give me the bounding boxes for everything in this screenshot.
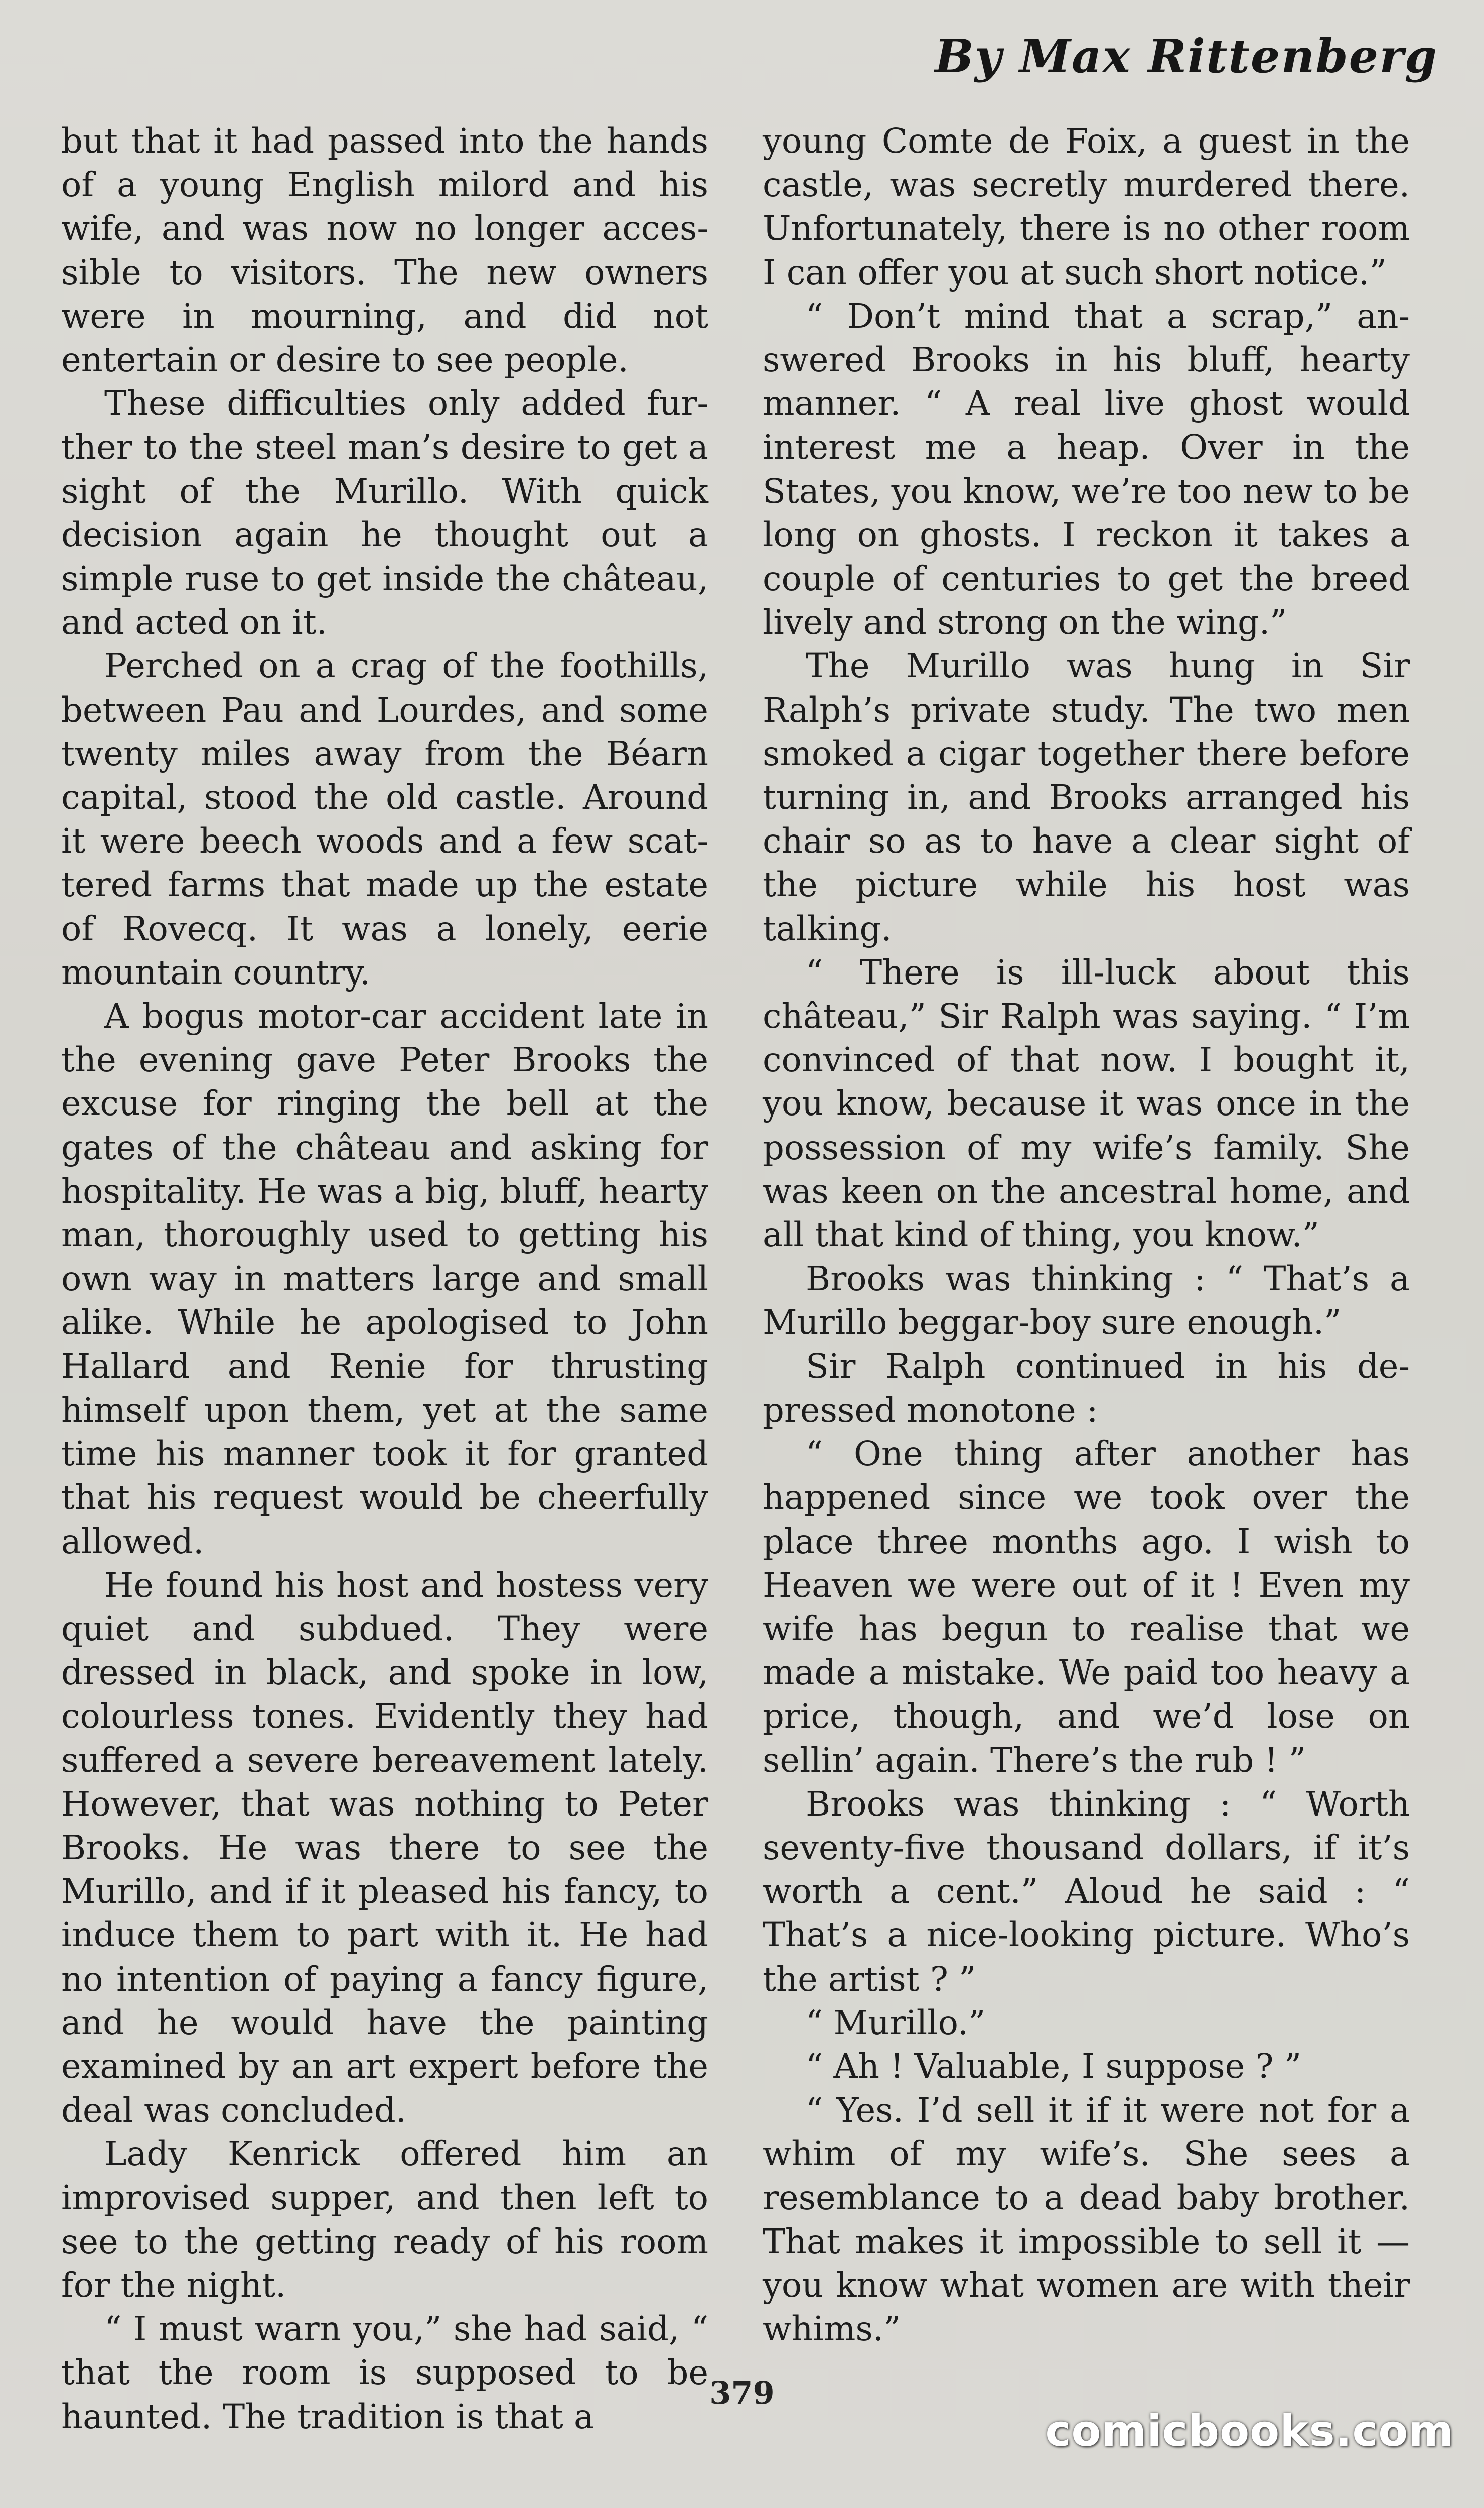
author-byline: By Max Rittenberg xyxy=(934,29,1438,83)
paragraph: Brooks was thinking : “ That’s a Murillo beggar-boy sure enough.” xyxy=(763,1259,1410,1342)
paragraph: A bogus motor-car accident late in the evening gave Peter Brooks the excuse for ringing the bell at the gates of the château and asking for hospitality. He was a big, bluff, hearty man, thoroughly used to getting his own way in matters large and small alike. While he apologised to John Hallard and Renie for thrusting himself upon them, yet at the same time his manner took it for granted that his request would be cheerfully allowed. xyxy=(61,997,708,1561)
paragraph: “ Don’t mind that a scrap,” answered Brooks in his bluff, hearty manner. “ A real live ghost would interest me a heap. Over in the States, you know, we’re too new to be long on ghosts. I reckon it takes a couple of centuries to get the breed lively and strong on the wing.” xyxy=(763,296,1410,642)
paragraph: “ Murillo.” xyxy=(806,2003,986,2042)
left-column xyxy=(61,119,708,2439)
paragraph: but that it had passed into the hands of a young English milord and his wife, and was now no longer accessible to visitors. The new owners were in mourning, and did not entertain or desire to see people. xyxy=(61,121,708,380)
paragraph: “ Yes. I’d sell it if it were not for a whim of my wife’s. She sees a resemblance to a dead baby brother. That makes it impossible to sell it —you know what women are with their whims.” xyxy=(763,2091,1410,2349)
paragraph: The Murillo was hung in Sir Ralph’s private study. The two men smoked a cigar together there before turning in, and Brooks arranged his chair so as to have a clear sight of the picture while his host was talking. xyxy=(763,646,1410,948)
paragraph: “ There is ill-luck about this château,” Sir Ralph was saying. “ I’m convinced of that now. I bought it, you know, because it was once in the possession of my wife’s family. She was keen on the ancestral home, and all that kind of thing, you know.” xyxy=(763,952,1410,1255)
right-column xyxy=(763,119,1410,2351)
paragraph: Brooks was thinking : “ Worth seventy-five thousand dollars, if it’s worth a cent.” Aloud he said : “ That’s a nice-looking picture. Who’s the artist ? ” xyxy=(763,1784,1410,1999)
paragraph: These difficulties only added further to the steel man’s desire to get a sight of the Murillo. With quick decision again he thought out a simple ruse to get inside the château, and acted on it. xyxy=(61,384,708,642)
site-watermark: comicbooks.com xyxy=(1045,2406,1454,2456)
paragraph: Sir Ralph continued in his depressed monotone : xyxy=(763,1346,1410,1430)
paragraph: He found his host and hostess very quiet and subdued. They were dressed in black, and spoke in low, colourless tones. Evidently they had suffered a severe bereavement lately. However, that was nothing to Peter Brooks. He was there to see the Murillo, and if it pleased his fancy, to induce them to part with it. He had no intention of paying a fancy figure, and he would have the painting examined by an art expert before the deal was concluded. xyxy=(61,1565,708,2130)
paragraph: young Comte de Foix, a guest in the castle, was secretly murdered there. Unfortunately, there is no other room I can offer you at such short notice.” xyxy=(763,121,1410,292)
paragraph: Lady Kenrick offered him an improvised supper, and then left to see to the getting ready of his room for the night. xyxy=(61,2134,708,2305)
paragraph: Perched on a crag of the foothills, between Pau and Lourdes, and some twenty miles away from the Béarn capital, stood the old castle. Around it were beech woods and a few scattered farms that made up the estate of Rovecq. It was a lonely, eerie mountain country. xyxy=(61,646,708,992)
paragraph: “ I must warn you,” she had said, “ that the room is supposed to be haunted. The tradition is that a xyxy=(61,2309,708,2436)
paragraph: “ Ah ! Valuable, I suppose ? ” xyxy=(806,2046,1302,2086)
paragraph: “ One thing after another has happened since we took over the place three months ago. I wish to Heaven we were out of it ! Even my wife has begun to realise that we made a mistake. We paid too heavy a price, though, and we’d lose on sellin’ again. There’s the rub ! ” xyxy=(763,1434,1410,1780)
page-number: 379 xyxy=(709,2375,775,2411)
